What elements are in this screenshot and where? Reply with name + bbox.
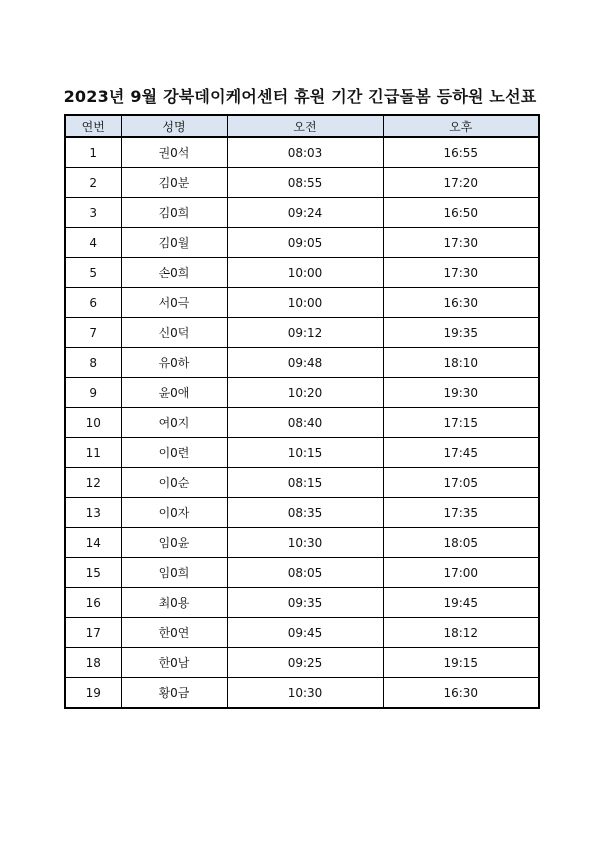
row-name: 윤0애	[121, 378, 227, 408]
row-morning-time: 10:00	[227, 258, 383, 288]
row-name: 이0련	[121, 438, 227, 468]
table-row	[65, 558, 539, 588]
row-number: 19	[65, 678, 121, 709]
table-row	[65, 228, 539, 258]
row-name: 신0덕	[121, 318, 227, 348]
row-name: 이0자	[121, 498, 227, 528]
table-row	[65, 648, 539, 678]
row-afternoon-time: 17:35	[383, 498, 539, 528]
row-morning-time: 08:40	[227, 408, 383, 438]
row-morning-time: 09:24	[227, 198, 383, 228]
row-afternoon-time: 16:50	[383, 198, 539, 228]
row-afternoon-time: 19:15	[383, 648, 539, 678]
row-afternoon-time: 19:35	[383, 318, 539, 348]
row-name: 서0극	[121, 288, 227, 318]
row-morning-time: 08:03	[227, 137, 383, 168]
row-number: 12	[65, 468, 121, 498]
row-number: 4	[65, 228, 121, 258]
row-afternoon-time: 16:30	[383, 288, 539, 318]
row-morning-time: 09:48	[227, 348, 383, 378]
row-name: 임0희	[121, 558, 227, 588]
table-row	[65, 258, 539, 288]
row-number: 14	[65, 528, 121, 558]
table-row	[65, 318, 539, 348]
row-morning-time: 10:20	[227, 378, 383, 408]
row-number: 7	[65, 318, 121, 348]
row-number: 10	[65, 408, 121, 438]
row-name: 김0월	[121, 228, 227, 258]
page-title: 2023년 9월 강북데이케어센터 휴원 기간 긴급돌봄 등하원 노선표	[63, 87, 537, 106]
table-row	[65, 408, 539, 438]
table-body	[65, 137, 539, 708]
header-number: 연번	[65, 115, 121, 137]
row-afternoon-time: 17:45	[383, 438, 539, 468]
row-number: 2	[65, 168, 121, 198]
table-row	[65, 168, 539, 198]
row-name: 최0용	[121, 588, 227, 618]
table-row	[65, 468, 539, 498]
row-morning-time: 10:30	[227, 528, 383, 558]
row-name: 황0금	[121, 678, 227, 709]
row-number: 13	[65, 498, 121, 528]
row-name: 유0하	[121, 348, 227, 378]
row-morning-time: 10:30	[227, 678, 383, 709]
row-name: 한0남	[121, 648, 227, 678]
table-row	[65, 438, 539, 468]
row-number: 6	[65, 288, 121, 318]
row-morning-time: 09:25	[227, 648, 383, 678]
table-row	[65, 378, 539, 408]
row-morning-time: 09:45	[227, 618, 383, 648]
row-afternoon-time: 17:05	[383, 468, 539, 498]
row-morning-time: 09:12	[227, 318, 383, 348]
table-row	[65, 618, 539, 648]
table-row	[65, 198, 539, 228]
row-morning-time: 08:55	[227, 168, 383, 198]
row-morning-time: 09:05	[227, 228, 383, 258]
table-row	[65, 288, 539, 318]
row-number: 11	[65, 438, 121, 468]
row-name: 여0지	[121, 408, 227, 438]
row-name: 김0희	[121, 198, 227, 228]
row-morning-time: 08:35	[227, 498, 383, 528]
route-table	[64, 114, 540, 709]
row-afternoon-time: 18:12	[383, 618, 539, 648]
row-morning-time: 08:15	[227, 468, 383, 498]
table-row	[65, 588, 539, 618]
row-number: 1	[65, 137, 121, 168]
row-number: 8	[65, 348, 121, 378]
row-number: 3	[65, 198, 121, 228]
row-afternoon-time: 16:30	[383, 678, 539, 709]
table-row	[65, 498, 539, 528]
header-afternoon: 오후	[383, 115, 539, 137]
header-name: 성명	[121, 115, 227, 137]
row-afternoon-time: 17:15	[383, 408, 539, 438]
row-name: 임0윤	[121, 528, 227, 558]
row-number: 16	[65, 588, 121, 618]
row-afternoon-time: 18:10	[383, 348, 539, 378]
table-row	[65, 528, 539, 558]
row-name: 한0연	[121, 618, 227, 648]
row-afternoon-time: 19:45	[383, 588, 539, 618]
row-afternoon-time: 18:05	[383, 528, 539, 558]
row-morning-time: 10:15	[227, 438, 383, 468]
row-number: 5	[65, 258, 121, 288]
row-afternoon-time: 17:30	[383, 258, 539, 288]
row-name: 손0희	[121, 258, 227, 288]
row-morning-time: 09:35	[227, 588, 383, 618]
row-afternoon-time: 17:20	[383, 168, 539, 198]
row-number: 17	[65, 618, 121, 648]
row-afternoon-time: 17:30	[383, 228, 539, 258]
row-number: 18	[65, 648, 121, 678]
row-morning-time: 08:05	[227, 558, 383, 588]
row-morning-time: 10:00	[227, 288, 383, 318]
table-row	[65, 678, 539, 709]
row-afternoon-time: 17:00	[383, 558, 539, 588]
row-afternoon-time: 19:30	[383, 378, 539, 408]
row-name: 이0순	[121, 468, 227, 498]
table-row	[65, 348, 539, 378]
row-afternoon-time: 16:55	[383, 137, 539, 168]
table-header-row	[65, 115, 539, 137]
header-morning: 오전	[227, 115, 383, 137]
row-number: 9	[65, 378, 121, 408]
row-name: 김0분	[121, 168, 227, 198]
table-row	[65, 137, 539, 168]
row-number: 15	[65, 558, 121, 588]
row-name: 권0석	[121, 137, 227, 168]
